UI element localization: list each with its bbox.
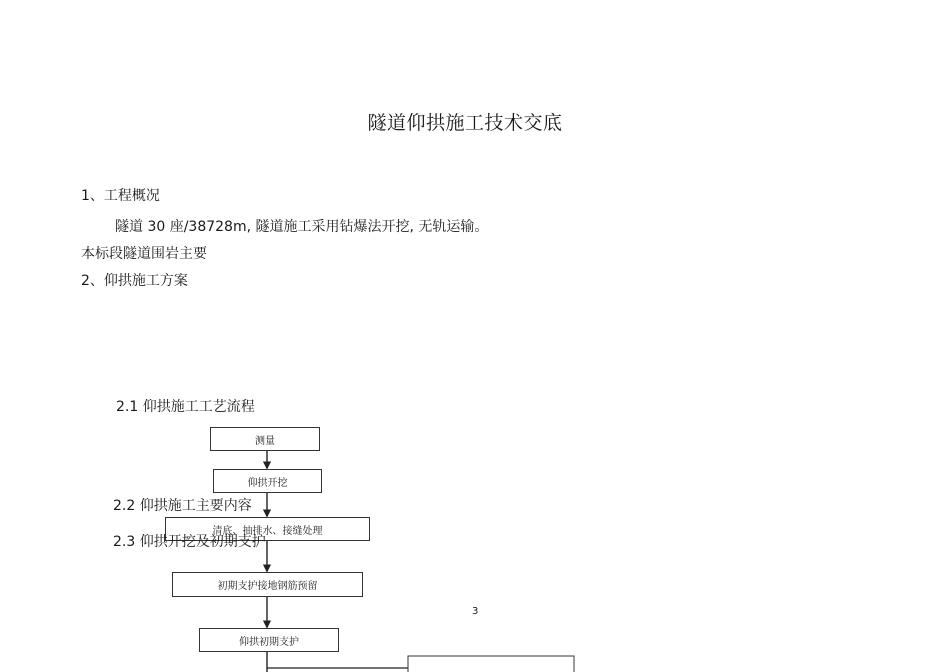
- flow-step-2: 仰拱开挖: [213, 469, 322, 493]
- flow-step-4: 初期支护接地钢筋预留: [172, 572, 363, 597]
- flow-step-5: 仰拱初期支护: [199, 628, 339, 652]
- section-2-2-heading: 2.2 仰拱施工主要内容: [113, 498, 252, 514]
- section-1-line-2: 本标段隧道围岩主要: [81, 246, 207, 262]
- flow-step-3: 清底、抽排水、接缝处理: [165, 517, 370, 541]
- section-1-heading: 1、工程概况: [81, 188, 160, 204]
- page-number: 3: [472, 606, 479, 617]
- section-1-body: 隧道 30 座/38728m, 隧道施工采用钻爆法开挖, 无轨运输。: [115, 219, 489, 235]
- flow-step-1: 测量: [210, 427, 320, 451]
- section-2-1-heading: 2.1 仰拱施工工艺流程: [116, 399, 255, 415]
- section-2-3-heading: 2.3 仰拱开挖及初期支护: [113, 534, 266, 550]
- section-2-heading: 2、仰拱施工方案: [81, 273, 188, 289]
- flow-box-partial: [408, 656, 574, 672]
- document-title: 隧道仰拱施工技术交底: [367, 112, 563, 134]
